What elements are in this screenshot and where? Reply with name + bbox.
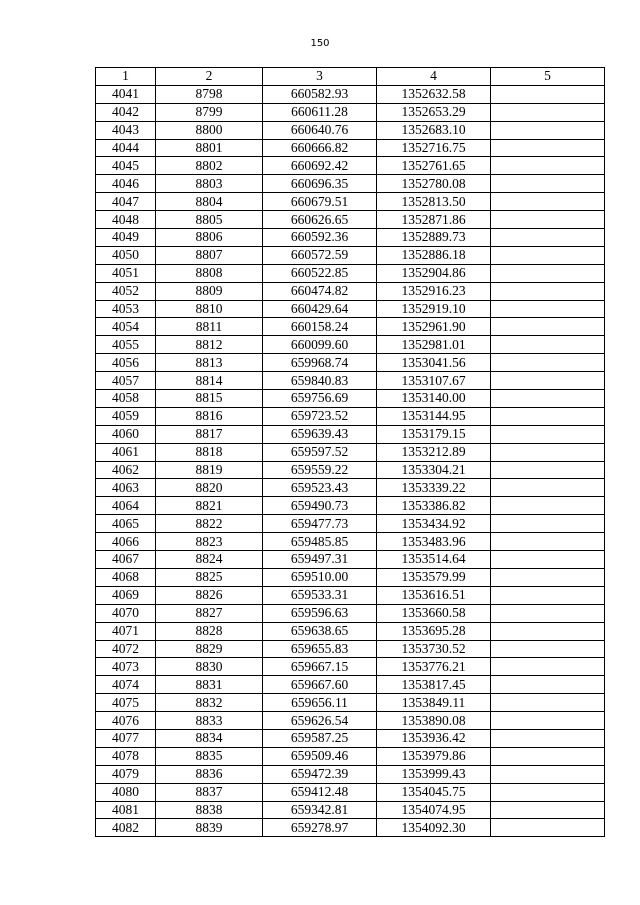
table-cell-col-4: 1353776.21	[377, 658, 491, 676]
table-cell-col-1: 4065	[96, 515, 156, 533]
table-cell-col-1: 4063	[96, 479, 156, 497]
table-cell-col-2: 8839	[156, 819, 263, 837]
table-cell-col-2: 8822	[156, 515, 263, 533]
column-header-3: 3	[263, 68, 377, 86]
table-cell-col-3: 659509.46	[263, 747, 377, 765]
table-cell-col-1: 4069	[96, 586, 156, 604]
table-cell-col-1: 4060	[96, 425, 156, 443]
table-row	[96, 354, 605, 372]
table-cell-col-3: 659559.22	[263, 461, 377, 479]
table-cell-col-5	[491, 586, 605, 604]
table-cell-col-5	[491, 497, 605, 515]
table-cell-col-3: 659587.25	[263, 729, 377, 747]
table-cell-col-5	[491, 157, 605, 175]
table-row	[96, 407, 605, 425]
table-cell-col-5	[491, 819, 605, 837]
table-cell-col-5	[491, 211, 605, 229]
table-cell-col-3: 659497.31	[263, 551, 377, 569]
table-cell-col-5	[491, 801, 605, 819]
table-row	[96, 586, 605, 604]
table-cell-col-3: 659840.83	[263, 372, 377, 390]
table-cell-col-5	[491, 568, 605, 586]
table-cell-col-2: 8798	[156, 85, 263, 103]
table-cell-col-5	[491, 622, 605, 640]
table-cell-col-1: 4058	[96, 390, 156, 408]
table-cell-col-4: 1353817.45	[377, 676, 491, 694]
table-cell-col-1: 4042	[96, 103, 156, 121]
table-cell-col-5	[491, 747, 605, 765]
table-cell-col-3: 659278.97	[263, 819, 377, 837]
table-cell-col-4: 1352889.73	[377, 229, 491, 247]
table-cell-col-2: 8818	[156, 443, 263, 461]
table-cell-col-5	[491, 372, 605, 390]
table-row	[96, 461, 605, 479]
table-cell-col-5	[491, 783, 605, 801]
table-cell-col-5	[491, 765, 605, 783]
table-cell-col-1: 4052	[96, 282, 156, 300]
table-cell-col-1: 4053	[96, 300, 156, 318]
table-cell-col-2: 8806	[156, 229, 263, 247]
table-body	[96, 85, 605, 836]
table-cell-col-2: 8805	[156, 211, 263, 229]
table-cell-col-3: 659596.63	[263, 604, 377, 622]
table-row	[96, 533, 605, 551]
table-cell-col-5	[491, 515, 605, 533]
table-row	[96, 783, 605, 801]
table-cell-col-1: 4059	[96, 407, 156, 425]
table-cell-col-2: 8833	[156, 712, 263, 730]
table-cell-col-5	[491, 533, 605, 551]
table-row	[96, 85, 605, 103]
table-cell-col-1: 4074	[96, 676, 156, 694]
table-cell-col-1: 4056	[96, 354, 156, 372]
table-cell-col-5	[491, 175, 605, 193]
table-cell-col-1: 4073	[96, 658, 156, 676]
table-cell-col-3: 659626.54	[263, 712, 377, 730]
table-cell-col-4: 1352813.50	[377, 193, 491, 211]
table-cell-col-3: 659510.00	[263, 568, 377, 586]
table-cell-col-1: 4068	[96, 568, 156, 586]
table-cell-col-1: 4081	[96, 801, 156, 819]
table-cell-col-1: 4054	[96, 318, 156, 336]
table-cell-col-3: 659639.43	[263, 425, 377, 443]
table-cell-col-4: 1353936.42	[377, 729, 491, 747]
table-row	[96, 622, 605, 640]
table-cell-col-2: 8799	[156, 103, 263, 121]
table-cell-col-3: 659723.52	[263, 407, 377, 425]
table-row	[96, 157, 605, 175]
table-row	[96, 765, 605, 783]
table-cell-col-4: 1353483.96	[377, 533, 491, 551]
table-cell-col-5	[491, 729, 605, 747]
table-cell-col-5	[491, 443, 605, 461]
table-cell-col-4: 1353179.15	[377, 425, 491, 443]
table-cell-col-3: 659667.60	[263, 676, 377, 694]
table-cell-col-3: 659968.74	[263, 354, 377, 372]
table-cell-col-5	[491, 282, 605, 300]
table-row	[96, 568, 605, 586]
table-cell-col-4: 1352632.58	[377, 85, 491, 103]
table-cell-col-4: 1353660.58	[377, 604, 491, 622]
table-row	[96, 103, 605, 121]
table-cell-col-2: 8827	[156, 604, 263, 622]
table-cell-col-3: 660611.28	[263, 103, 377, 121]
coordinates-table	[95, 67, 605, 837]
table-cell-col-1: 4078	[96, 747, 156, 765]
table-cell-col-4: 1353339.22	[377, 479, 491, 497]
table-cell-col-3: 659533.31	[263, 586, 377, 604]
table-cell-col-3: 659638.65	[263, 622, 377, 640]
table-cell-col-2: 8837	[156, 783, 263, 801]
table-cell-col-3: 660572.59	[263, 246, 377, 264]
table-cell-col-5	[491, 461, 605, 479]
table-cell-col-3: 660158.24	[263, 318, 377, 336]
table-cell-col-1: 4057	[96, 372, 156, 390]
table-cell-col-3: 659597.52	[263, 443, 377, 461]
table-cell-col-3: 659485.85	[263, 533, 377, 551]
column-header-1: 1	[96, 68, 156, 86]
table-cell-col-2: 8838	[156, 801, 263, 819]
table-cell-col-3: 660626.65	[263, 211, 377, 229]
table-cell-col-2: 8832	[156, 694, 263, 712]
table-cell-col-4: 1353514.64	[377, 551, 491, 569]
table-cell-col-4: 1353041.56	[377, 354, 491, 372]
table-row	[96, 264, 605, 282]
table-cell-col-5	[491, 425, 605, 443]
table-cell-col-1: 4041	[96, 85, 156, 103]
table-row	[96, 479, 605, 497]
table-cell-col-5	[491, 658, 605, 676]
table-cell-col-4: 1352761.65	[377, 157, 491, 175]
table-cell-col-4: 1353386.82	[377, 497, 491, 515]
table-row	[96, 246, 605, 264]
table-row	[96, 282, 605, 300]
table-cell-col-4: 1353890.08	[377, 712, 491, 730]
column-header-4: 4	[377, 68, 491, 86]
table-cell-col-2: 8834	[156, 729, 263, 747]
table-row	[96, 372, 605, 390]
table-cell-col-1: 4043	[96, 121, 156, 139]
table-cell-col-1: 4072	[96, 640, 156, 658]
table-cell-col-2: 8812	[156, 336, 263, 354]
table-row	[96, 729, 605, 747]
table-row	[96, 640, 605, 658]
table-cell-col-3: 660582.93	[263, 85, 377, 103]
table-cell-col-1: 4079	[96, 765, 156, 783]
table-cell-col-2: 8815	[156, 390, 263, 408]
table-cell-col-4: 1353212.89	[377, 443, 491, 461]
table-cell-col-3: 659412.48	[263, 783, 377, 801]
table-cell-col-5	[491, 246, 605, 264]
table-cell-col-1: 4066	[96, 533, 156, 551]
page-number: 150	[310, 38, 330, 49]
table-header	[96, 68, 605, 86]
table-cell-col-1: 4048	[96, 211, 156, 229]
table-cell-col-5	[491, 712, 605, 730]
table-cell-col-5	[491, 551, 605, 569]
table-cell-col-3: 659342.81	[263, 801, 377, 819]
table-cell-col-4: 1352683.10	[377, 121, 491, 139]
table-cell-col-5	[491, 640, 605, 658]
table-cell-col-4: 1353107.67	[377, 372, 491, 390]
table-cell-col-4: 1353979.86	[377, 747, 491, 765]
table-row	[96, 676, 605, 694]
column-header-2: 2	[156, 68, 263, 86]
table-row	[96, 443, 605, 461]
table-cell-col-3: 660679.51	[263, 193, 377, 211]
table-cell-col-2: 8803	[156, 175, 263, 193]
table-cell-col-1: 4075	[96, 694, 156, 712]
table-cell-col-4: 1353695.28	[377, 622, 491, 640]
table-cell-col-5	[491, 193, 605, 211]
table-row	[96, 121, 605, 139]
table-cell-col-1: 4046	[96, 175, 156, 193]
table-cell-col-3: 659656.11	[263, 694, 377, 712]
table-cell-col-5	[491, 229, 605, 247]
table-cell-col-3: 659472.39	[263, 765, 377, 783]
table-row	[96, 694, 605, 712]
table-cell-col-2: 8800	[156, 121, 263, 139]
table-cell-col-1: 4055	[96, 336, 156, 354]
table-row	[96, 193, 605, 211]
table-row	[96, 801, 605, 819]
table-cell-col-2: 8808	[156, 264, 263, 282]
table-cell-col-1: 4044	[96, 139, 156, 157]
table-cell-col-1: 4071	[96, 622, 156, 640]
table-cell-col-2: 8836	[156, 765, 263, 783]
table-cell-col-1: 4070	[96, 604, 156, 622]
table-cell-col-2: 8821	[156, 497, 263, 515]
table-row	[96, 300, 605, 318]
table-cell-col-3: 660099.60	[263, 336, 377, 354]
table-cell-col-5	[491, 604, 605, 622]
table-cell-col-5	[491, 121, 605, 139]
table-cell-col-4: 1352904.86	[377, 264, 491, 282]
table-cell-col-3: 660692.42	[263, 157, 377, 175]
table-row	[96, 515, 605, 533]
table-cell-col-3: 660522.85	[263, 264, 377, 282]
table-cell-col-2: 8831	[156, 676, 263, 694]
table-cell-col-4: 1353144.95	[377, 407, 491, 425]
header-row	[96, 68, 605, 86]
table-cell-col-3: 660696.35	[263, 175, 377, 193]
table-cell-col-2: 8826	[156, 586, 263, 604]
table-cell-col-2: 8828	[156, 622, 263, 640]
table-cell-col-4: 1352653.29	[377, 103, 491, 121]
table-cell-col-4: 1352981.01	[377, 336, 491, 354]
table-cell-col-2: 8830	[156, 658, 263, 676]
table-cell-col-4: 1354074.95	[377, 801, 491, 819]
table-row	[96, 658, 605, 676]
table-cell-col-1: 4076	[96, 712, 156, 730]
table-cell-col-1: 4077	[96, 729, 156, 747]
table-cell-col-2: 8811	[156, 318, 263, 336]
table-cell-col-5	[491, 264, 605, 282]
table-cell-col-2: 8814	[156, 372, 263, 390]
table-cell-col-5	[491, 479, 605, 497]
table-row	[96, 747, 605, 765]
table-cell-col-4: 1353999.43	[377, 765, 491, 783]
table-row	[96, 318, 605, 336]
table-cell-col-1: 4080	[96, 783, 156, 801]
table-cell-col-3: 660474.82	[263, 282, 377, 300]
table-row	[96, 336, 605, 354]
table-cell-col-4: 1352919.10	[377, 300, 491, 318]
column-header-5: 5	[491, 68, 605, 86]
table-cell-col-1: 4064	[96, 497, 156, 515]
table-cell-col-4: 1352961.90	[377, 318, 491, 336]
table-cell-col-5	[491, 85, 605, 103]
table-cell-col-4: 1352716.75	[377, 139, 491, 157]
table-cell-col-3: 659523.43	[263, 479, 377, 497]
table-cell-col-2: 8823	[156, 533, 263, 551]
table-cell-col-3: 660640.76	[263, 121, 377, 139]
table-cell-col-2: 8835	[156, 747, 263, 765]
table-row	[96, 604, 605, 622]
table-cell-col-4: 1353434.92	[377, 515, 491, 533]
table-cell-col-4: 1352916.23	[377, 282, 491, 300]
table-row	[96, 211, 605, 229]
table-cell-col-3: 659756.69	[263, 390, 377, 408]
table-cell-col-2: 8819	[156, 461, 263, 479]
table-cell-col-1: 4062	[96, 461, 156, 479]
table-cell-col-1: 4050	[96, 246, 156, 264]
table-cell-col-3: 660666.82	[263, 139, 377, 157]
table-row	[96, 229, 605, 247]
table-cell-col-2: 8817	[156, 425, 263, 443]
table-cell-col-2: 8813	[156, 354, 263, 372]
table-cell-col-1: 4051	[96, 264, 156, 282]
table-cell-col-4: 1353140.00	[377, 390, 491, 408]
table-cell-col-5	[491, 676, 605, 694]
table-cell-col-2: 8807	[156, 246, 263, 264]
table-cell-col-4: 1354045.75	[377, 783, 491, 801]
table-cell-col-4: 1353730.52	[377, 640, 491, 658]
table-row	[96, 819, 605, 837]
table-cell-col-2: 8804	[156, 193, 263, 211]
table-row	[96, 175, 605, 193]
table-cell-col-4: 1353304.21	[377, 461, 491, 479]
table-row	[96, 139, 605, 157]
table-cell-col-5	[491, 318, 605, 336]
table-cell-col-4: 1353616.51	[377, 586, 491, 604]
table-cell-col-3: 660429.64	[263, 300, 377, 318]
table-cell-col-3: 659667.15	[263, 658, 377, 676]
table-cell-col-5	[491, 390, 605, 408]
table-cell-col-2: 8825	[156, 568, 263, 586]
table-cell-col-2: 8816	[156, 407, 263, 425]
table-cell-col-2: 8829	[156, 640, 263, 658]
table-cell-col-1: 4061	[96, 443, 156, 461]
table-cell-col-2: 8810	[156, 300, 263, 318]
table-cell-col-5	[491, 139, 605, 157]
table-cell-col-3: 660592.36	[263, 229, 377, 247]
table-cell-col-4: 1352871.86	[377, 211, 491, 229]
table-row	[96, 551, 605, 569]
table-cell-col-5	[491, 694, 605, 712]
table-cell-col-1: 4082	[96, 819, 156, 837]
table-cell-col-2: 8802	[156, 157, 263, 175]
table-row	[96, 712, 605, 730]
table-cell-col-2: 8820	[156, 479, 263, 497]
table-cell-col-5	[491, 336, 605, 354]
table-cell-col-2: 8824	[156, 551, 263, 569]
table-cell-col-3: 659655.83	[263, 640, 377, 658]
table-row	[96, 390, 605, 408]
table-cell-col-1: 4049	[96, 229, 156, 247]
table-cell-col-5	[491, 407, 605, 425]
table-cell-col-5	[491, 300, 605, 318]
table-cell-col-2: 8809	[156, 282, 263, 300]
table-cell-col-1: 4045	[96, 157, 156, 175]
table-cell-col-1: 4047	[96, 193, 156, 211]
table-cell-col-4: 1353849.11	[377, 694, 491, 712]
table-cell-col-1: 4067	[96, 551, 156, 569]
table-row	[96, 497, 605, 515]
table-cell-col-5	[491, 354, 605, 372]
table-cell-col-4: 1352886.18	[377, 246, 491, 264]
table-cell-col-4: 1353579.99	[377, 568, 491, 586]
table-cell-col-2: 8801	[156, 139, 263, 157]
table-cell-col-4: 1354092.30	[377, 819, 491, 837]
table-cell-col-3: 659490.73	[263, 497, 377, 515]
table-row	[96, 425, 605, 443]
table-cell-col-5	[491, 103, 605, 121]
table-cell-col-4: 1352780.08	[377, 175, 491, 193]
table-cell-col-3: 659477.73	[263, 515, 377, 533]
